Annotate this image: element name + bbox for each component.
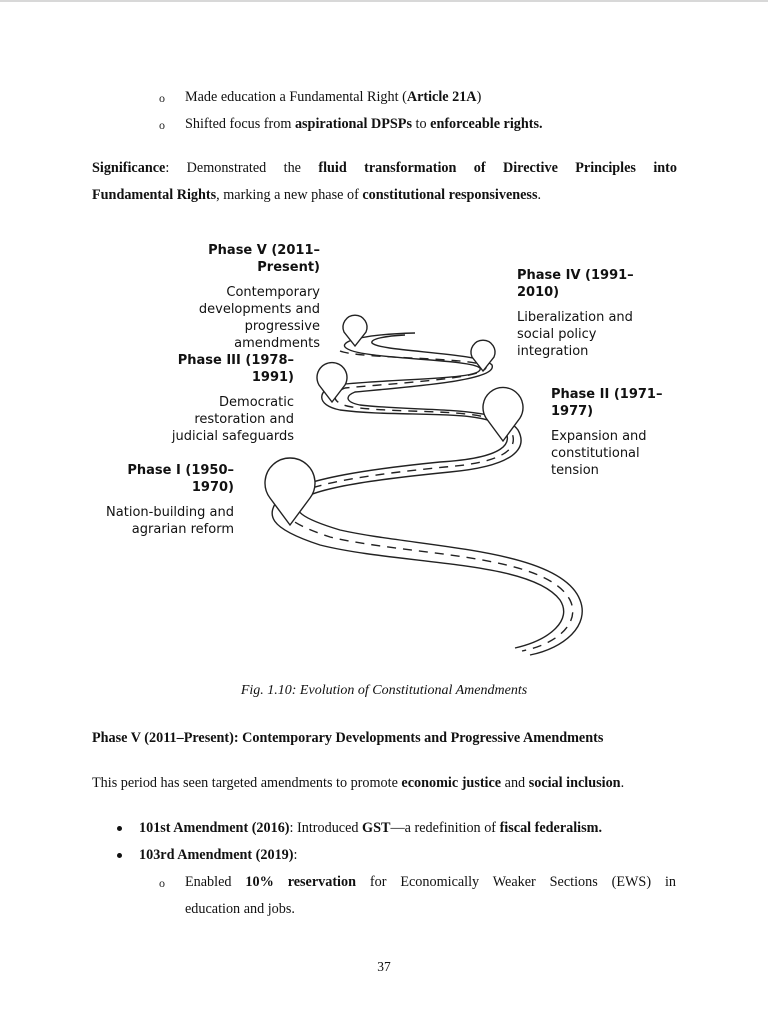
phase-2-pin-icon	[483, 387, 523, 441]
phase-2-label: Phase II (1971– 1977) Expansion and constitutional tension	[551, 387, 663, 478]
sub-bullet-shifted-focus: Shifted focus from aspirational DPSPs to enforceable rights.	[185, 116, 543, 132]
page-number: 37	[377, 959, 391, 974]
phase-5-pin-icon	[343, 315, 367, 346]
sub-bullet-ews-line-2: education and jobs.	[185, 901, 295, 917]
figure-caption: Fig. 1.10: Evolution of Constitutional Amendments	[240, 683, 528, 698]
sub-bullet-marker: o	[159, 876, 165, 890]
section-heading: Phase V (2011–Present): Contemporary Developments and Progressive Amendments	[92, 730, 604, 746]
phase-4-pin-icon	[471, 340, 495, 371]
sub-bullet-ews-line-1: Enabled 10% reservation for Economically Weaker Sections (EWS) in	[185, 874, 676, 890]
sub-bullet-marker: o	[159, 118, 165, 132]
significance-line-1: Significance: Demonstrated the fluid transformation of Directive Principles into	[92, 160, 677, 176]
phase-5-label: Phase V (2011– Present) Contemporary developments and progressive amendments	[198, 243, 320, 351]
bullet-dot	[117, 853, 122, 858]
phase-3-label: Phase III (1978– 1991) Democratic restoration and judicial safeguards	[171, 353, 294, 444]
bullet-dot	[117, 826, 122, 831]
sub-bullet-education-right: Made education a Fundamental Right (Article 21A)	[185, 89, 482, 105]
phase-4-label: Phase IV (1991– 2010) Liberalization and social policy integration	[517, 268, 634, 359]
significance-line-2: Fundamental Rights, marking a new phase of constitutional responsiveness.	[92, 187, 542, 203]
road-edge-outer	[272, 333, 564, 648]
bullet-101st-amendment: 101st Amendment (2016): Introduced GST—a redefinition of fiscal federalism.	[139, 820, 603, 836]
intro-paragraph: This period has seen targeted amendments to promote economic justice and social inclusion.	[92, 775, 625, 791]
bullet-103rd-amendment: 103rd Amendment (2019):	[139, 847, 298, 863]
phase-1-label: Phase I (1950– 1970) Nation-building and agrarian reform	[106, 463, 234, 537]
sub-bullet-marker: o	[159, 91, 165, 105]
